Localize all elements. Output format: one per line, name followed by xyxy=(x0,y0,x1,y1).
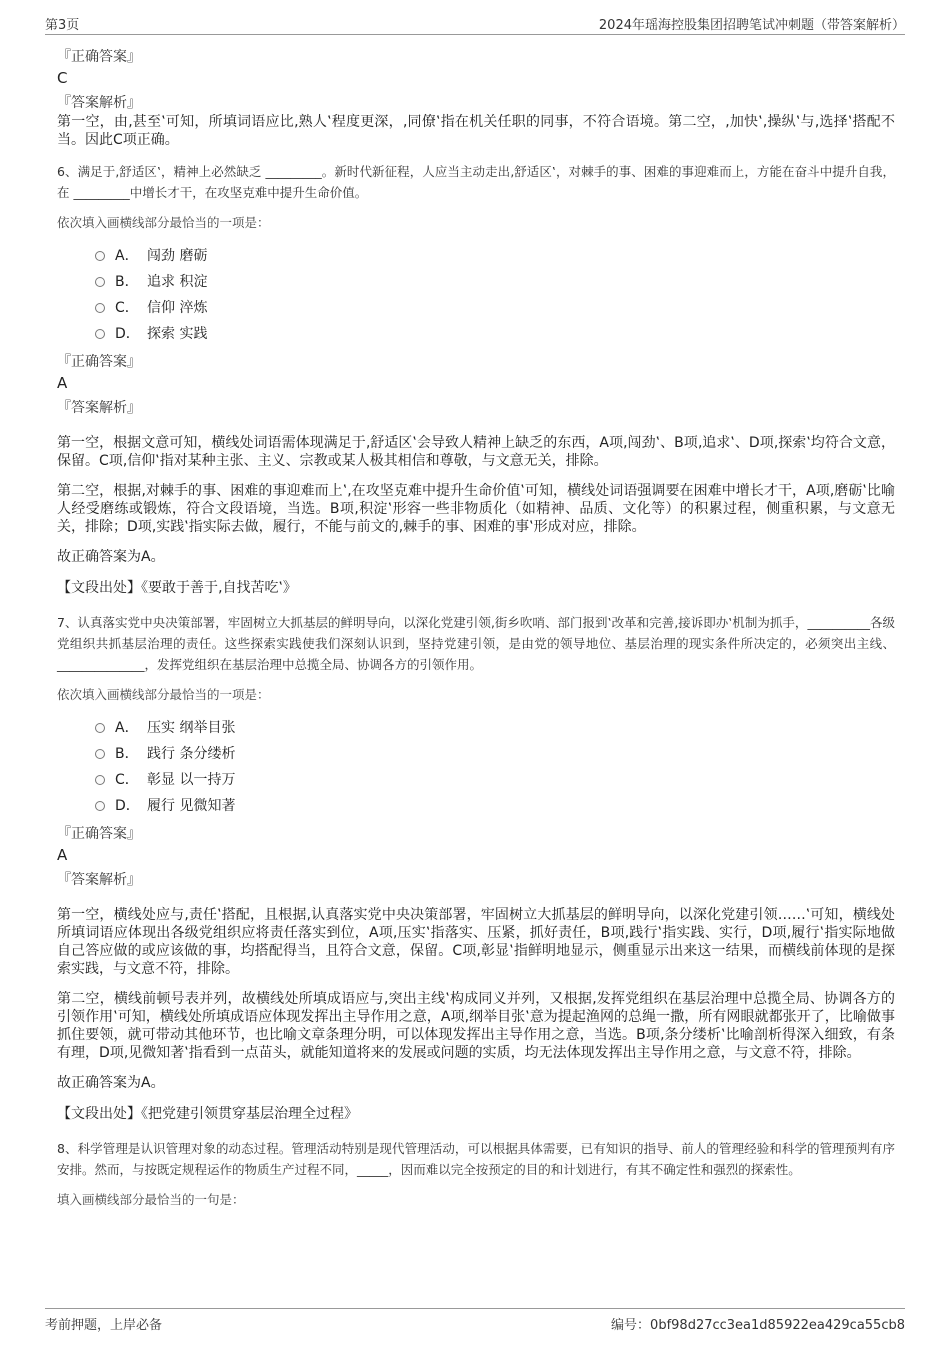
question-7-options xyxy=(95,715,895,819)
option-b[interactable] xyxy=(95,269,895,295)
page-footer xyxy=(45,1308,905,1335)
option-letter: D． xyxy=(115,798,140,814)
option-text: 追求 积淀 xyxy=(147,274,208,290)
option-text: 压实 纲举目张 xyxy=(147,720,236,736)
option-d[interactable] xyxy=(95,321,895,347)
analysis-label: 『答案解析』 xyxy=(57,872,141,888)
option-text: 信仰 淬炼 xyxy=(147,300,208,316)
correct-answer-label: 『正确答案』 xyxy=(57,354,141,370)
page-header xyxy=(45,12,905,35)
radio-icon[interactable] xyxy=(95,749,105,759)
option-letter: B． xyxy=(115,746,139,762)
option-a[interactable] xyxy=(95,243,895,269)
option-a[interactable] xyxy=(95,715,895,741)
radio-icon[interactable] xyxy=(95,723,105,733)
analysis-paragraph: 第二空，横线前顿号表并列，故横线处所填成语应与‚突出主线‛构成同义并列，又根据‚发挥党组织在基层治理中总揽全局、协调各方的引领作用‛可知，横线处所填成语应体现发挥出主导作用之意，A项‚纲举目张‛意为提起渔网的总绳一撒，所有网眼就都张开了，比喻做事抓住要领，就可带动其他环节，也比喻文章条理分明，可以体现发挥出主导作用之意，当选。B项‚条分缕析‛比喻剖析得深入细致，有条有理，D项‚见微知著‛指看到一点苗头，就能知道将来的发展或问题的实质，均无法体现发挥出主导作用之意，与文意不符，排除。 xyxy=(57,991,895,1061)
option-letter: C． xyxy=(115,300,139,316)
analysis-paragraph: 第一空，由‚甚至‛可知，所填词语应比‚熟人‛程度更深，‚同僚‛指在机关任职的同事，不符合语境。第二空，‚加快‛‚操纵‛与‚选择‛搭配不当。因此C项正确。 xyxy=(57,114,895,148)
question-8-instruction: 填入画横线部分最恰当的一句是： xyxy=(57,1192,245,1207)
radio-icon[interactable] xyxy=(95,801,105,811)
option-text: 履行 见微知著 xyxy=(147,798,236,814)
page-content xyxy=(57,48,895,1220)
option-c[interactable] xyxy=(95,767,895,793)
option-d[interactable] xyxy=(95,793,895,819)
analysis-label: 『答案解析』 xyxy=(57,95,141,111)
analysis-paragraph: 第一空，根据文意可知，横线处词语需体现满足于‚舒适区‛会导致人精神上缺乏的东西，A项‚闯劲‛、B项‚追求‛、D项‚探索‛均符合文意，保留。C项‚信仰‛指对某种主张、主义、宗教或某人极其相信和尊敬，与文意无关，排除。 xyxy=(57,435,895,469)
question-7-stem: 7、认真落实党中央决策部署，牢固树立大抓基层的鲜明导向，以深化党建引领‚街乡吹哨、部门报到‛改革和完善‚接诉即办‛机制为抓手，__________各级党组织共抓基层治理的责任。这些探索实践使我们深刻认识到，坚持党建引领，是由党的领导地位、基层治理的现实条件所决定的，必须突出主线、______________，发挥党组织在基层治理中总揽全局、协调各方的引领作用。 xyxy=(57,615,895,672)
radio-icon[interactable] xyxy=(95,303,105,313)
radio-icon[interactable] xyxy=(95,277,105,287)
correct-answer-value: A xyxy=(57,846,68,864)
option-c[interactable] xyxy=(95,295,895,321)
option-text: 彰显 以一持万 xyxy=(147,772,236,788)
source-title: 《要敢于善于‚自找苦吃‛》 xyxy=(141,580,297,596)
source-title: 《把党建引领贯穿基层治理全过程》 xyxy=(141,1106,358,1122)
source-citation xyxy=(57,1104,895,1124)
correct-answer-label: 『正确答案』 xyxy=(57,49,141,65)
source-citation xyxy=(57,578,895,598)
radio-icon[interactable] xyxy=(95,329,105,339)
option-letter: C． xyxy=(115,772,139,788)
question-8-stem: 8、科学管理是认识管理对象的动态过程。管理活动特别是现代管理活动，可以根据具体需要，已有知识的指导、前人的管理经验和科学的管理预判有序安排。然而，与按既定规程运作的物质生产过程不同，_____，因而难以完全按预定的目的和计划进行，有其不确定性和强烈的探索性。 xyxy=(57,1141,895,1177)
radio-icon[interactable] xyxy=(95,251,105,261)
question-6-stem: 6、满足于‚舒适区‛，精神上必然缺乏 _________。新时代新征程，人应当主动走出‚舒适区‛，对棘手的事、困难的事迎难而上，方能在奋斗中提升自我，在 _________中增长才干，在攻坚克难中提升生命价值。 xyxy=(57,164,895,200)
analysis-conclusion: 故正确答案为A。 xyxy=(57,549,165,565)
footer-slogan: 考前押题，上岸必备 xyxy=(45,1318,163,1333)
radio-icon[interactable] xyxy=(95,775,105,785)
option-b[interactable] xyxy=(95,741,895,767)
question-7-instruction: 依次填入画横线部分最恰当的一项是： xyxy=(57,687,270,702)
option-text: 践行 条分缕析 xyxy=(147,746,236,762)
document-id: 编号：0bf98d27cc3ea1d85922ea429ca55cb8 xyxy=(611,1318,905,1333)
option-text: 探索 实践 xyxy=(147,326,208,342)
option-text: 闯劲 磨砺 xyxy=(147,248,208,264)
option-letter: D． xyxy=(115,326,140,342)
option-letter: A． xyxy=(115,248,139,264)
analysis-label: 『答案解析』 xyxy=(57,400,141,416)
page-number: 第3页 xyxy=(45,18,80,33)
source-label: 【文段出处】 xyxy=(57,1106,141,1122)
source-label: 【文段出处】 xyxy=(57,580,141,596)
correct-answer-label: 『正确答案』 xyxy=(57,826,141,842)
option-letter: A． xyxy=(115,720,139,736)
question-6-options xyxy=(95,243,895,347)
correct-answer-value: A xyxy=(57,374,68,392)
analysis-paragraph: 第一空，横线处应与‚责任‛搭配，且根据‚认真落实党中央决策部署，牢固树立大抓基层的鲜明导向，以深化党建引领……‛可知，横线处所填词语应体现出各级党组织应将责任落实到位，A项‚压实‛指落实、压紧，抓好责任，B项‚践行‛指实践、实行，D项‚履行‛指实际地做自己答应做的或应该做的事，均搭配得当，且符合文意，保留。C项‚彰显‛指鲜明地显示，侧重显示出来这一结果，而横线前体现的是探索实践，与文意不符，排除。 xyxy=(57,907,895,977)
analysis-paragraph: 第二空，根据‚对棘手的事、困难的事迎难而上‛‚在攻坚克难中提升生命价值‛可知，横线处词语强调要在困难中增长才干，A项‚磨砺‛比喻人经受磨练或锻炼，符合文段语境，当选。B项‚积淀‛形容一些非物质化（如精神、品质、文化等）的积累过程，侧重积累，与文意无关，排除；D项‚实践‛指实际去做，履行，不能与前文的‚棘手的事、困难的事‛形成对应，排除。 xyxy=(57,483,895,535)
correct-answer-value: C xyxy=(57,69,68,87)
question-6-instruction: 依次填入画横线部分最恰当的一项是： xyxy=(57,215,270,230)
option-letter: B． xyxy=(115,274,139,290)
analysis-conclusion: 故正确答案为A。 xyxy=(57,1075,165,1091)
document-title: 2024年瑶海控股集团招聘笔试冲刺题（带答案解析） xyxy=(598,18,905,33)
